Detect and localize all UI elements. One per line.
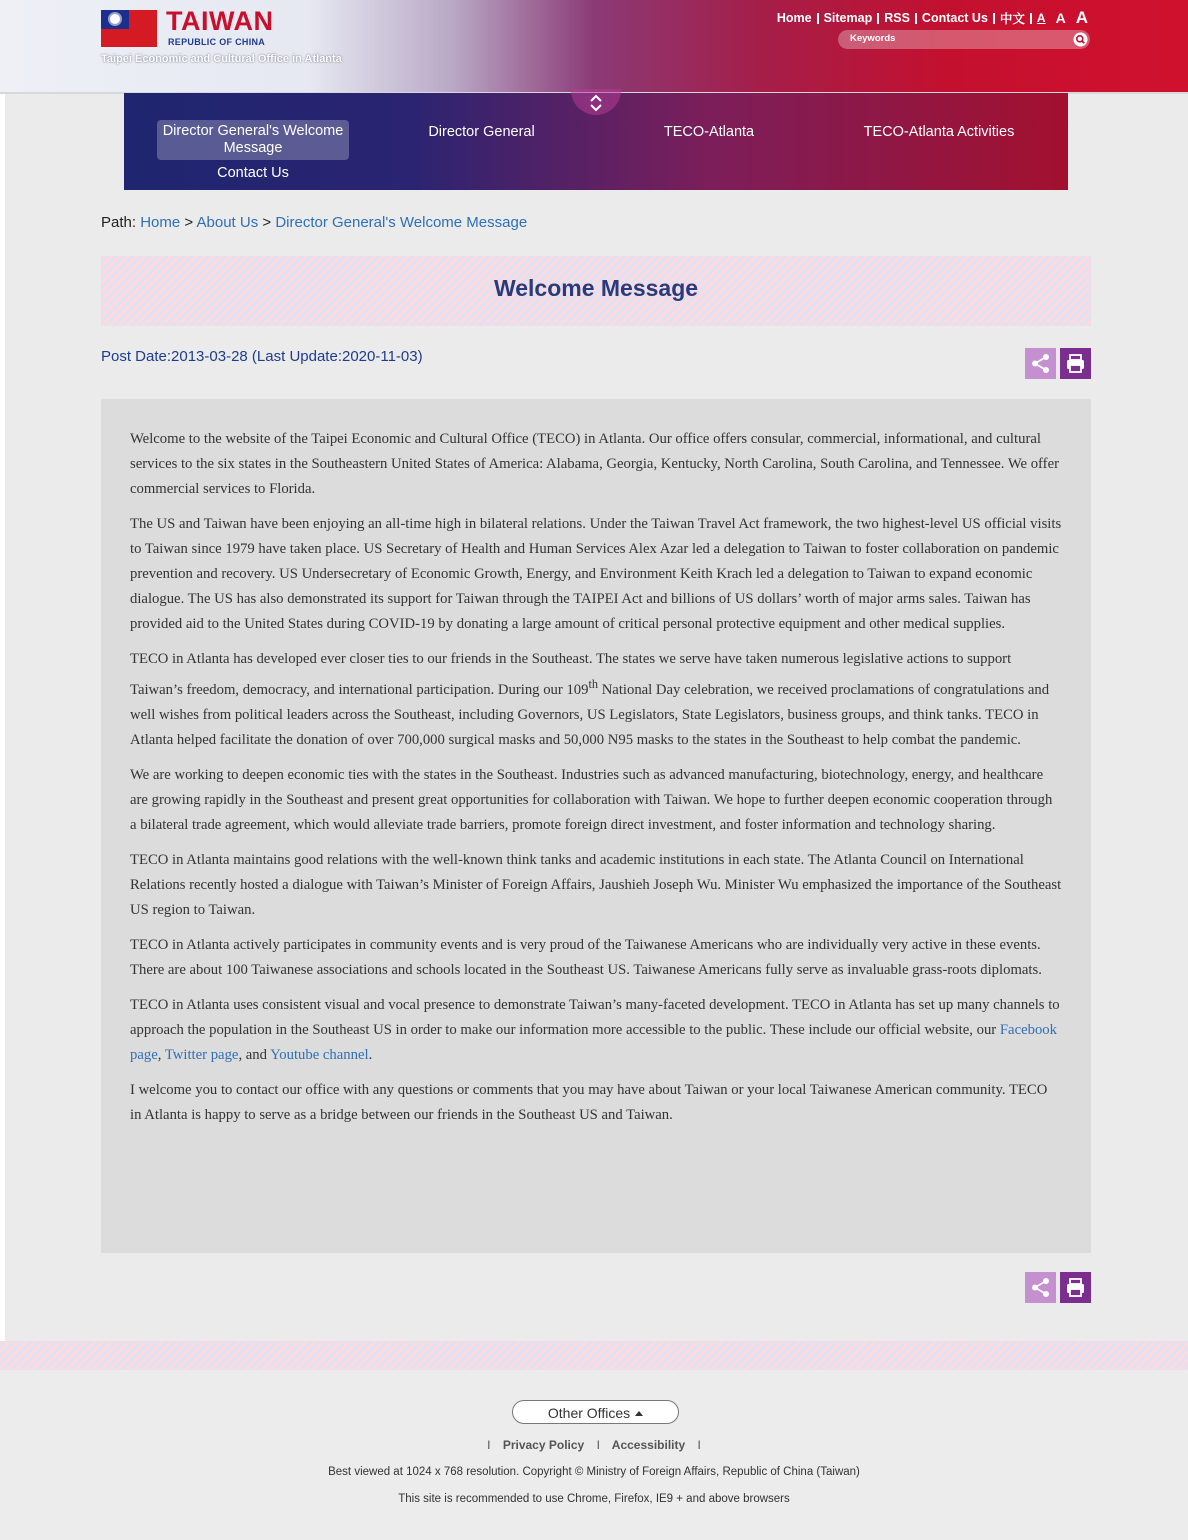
paragraph-text: TECO in Atlanta uses consistent visual and vocal presence to demonstrate Taiwan’s many-faceted development. TECO in Atlanta has set up many channels to approach the population in the Southeast US in order to make our information more accessible to the public. These include our official website, our — [130, 996, 1060, 1038]
search-icon[interactable] — [1073, 32, 1088, 47]
top-link-home[interactable]: Home — [776, 11, 812, 25]
flag-sun — [110, 14, 120, 24]
share-button[interactable] — [1025, 348, 1056, 379]
paragraph-text: National Day celebration, we received proclamations of congratulations and well wishes from political leaders across the Southeast, including Governors, US Legislators, State Legislators, business groups, and think tanks. TECO in Atlanta helped facilitate the donation of over 700,000 surgical masks and 50,000 N95 masks to the states in the Southeast to help combat the pandemic. — [130, 681, 1050, 748]
article-paragraph: I welcome you to contact our office with any questions or comments that you may have about Taiwan or your local Taiwanese American community. TECO in Atlanta is happy to serve as a bridge between our friends in the Southeast US and Taiwan. — [130, 1081, 1048, 1123]
nav-toggle-button[interactable] — [571, 89, 621, 115]
footer-divider — [0, 1341, 1188, 1370]
font-size-small-button[interactable]: A — [1036, 11, 1046, 25]
paragraph-text: . — [368, 1046, 373, 1063]
post-date: Post Date:2013-03-28 (Last Update:2020-11-03) — [101, 348, 423, 365]
paragraph-text: , — [157, 1046, 165, 1063]
twitter-link[interactable]: Twitter page — [164, 1046, 239, 1063]
facebook-link[interactable]: Facebook page — [130, 1021, 1057, 1063]
paragraph-text: , and — [238, 1046, 271, 1063]
article-paragraph: TECO in Atlanta actively participates in community events and is very proud of the Taiwanese Americans who are individually very active in these events. There are about 100 Taiwanese associations and schools located in the Southeast US. Taiwanese Americans fully serve as invaluable grass-roots diplomats. — [130, 936, 1042, 978]
article-paragraph: The US and Taiwan have been enjoying an all-time high in bilateral relations. Under the Taiwan Travel Act framework, the two highest-level US official visits to Taiwan since 1979 have taken place. US Secretary of Health and Human Services Alex Azar led a delegation to Taiwan to foster collaboration on pandemic prevention and recovery. US Undersecretary of Economic Growth, Energy, and Environment Keith Krach led a delegation to Taiwan to expand economic dialogue. The US has also demonstrated its support for Taiwan through the TAIPEI Act and billions of US dollars’ worth of major arms sales. Taiwan has provided aid to the United States during COVID-19 by donating a large amount of critical personal protective equipment and other medical supplies. — [130, 516, 1062, 632]
nav-item-teco-atlanta[interactable]: TECO-Atlanta — [663, 124, 755, 140]
paragraph-text: TECO in Atlanta has developed ever closer ties to our friends in the Southeast. The states we serve have taken numerous legislative actions to support Taiwan’s freedom, democracy, and international participation. During our 109 — [130, 651, 1012, 698]
top-link-contact[interactable]: Contact Us — [921, 11, 988, 25]
accessibility-link[interactable]: Accessibility — [611, 1438, 686, 1452]
font-size-medium-button[interactable]: A — [1055, 10, 1066, 26]
print-button-bottom[interactable] — [1060, 1272, 1091, 1303]
footer-separator: I — [596, 1438, 600, 1452]
youtube-link[interactable]: Youtube channel — [270, 1046, 369, 1063]
other-offices-label: Other Offices — [547, 1405, 631, 1421]
breadcrumb-home[interactable]: Home — [140, 214, 181, 231]
breadcrumb-current[interactable]: Director General's Welcome Message — [275, 214, 528, 231]
print-icon — [1060, 348, 1091, 379]
article-paragraph: We are working to deepen economic ties with the states in the Southeast. Industries such as advanced manufacturing, biotechnology, energy, and healthcare are growing rapidly in the Southeast and present great opportunities for collaboration with Taiwan. We hope to further deepen economic cooperation through a bilateral trade agreement, which would alleviate trade barriers, promote foreign direct investment, and foster information and technology sharing. — [130, 766, 1053, 833]
top-link-separator — [817, 13, 819, 24]
breadcrumb-about-us[interactable]: About Us — [196, 214, 259, 231]
nav-item-teco-activities[interactable]: TECO-Atlanta Activities — [863, 124, 1015, 140]
flag-canton — [101, 10, 129, 29]
breadcrumb — [101, 214, 527, 231]
article-paragraph: Welcome to the website of the Taipei Economic and Cultural Office (TECO) in Atlanta. Our office offers consular, commercial, informational, and cultural services to the six states in the Southeastern United States of America: Alabama, Georgia, Kentucky, North Carolina, South Carolina, and Tennessee. We offer commercial services to Florida. — [130, 431, 1059, 497]
brand-name[interactable]: TAIWAN — [166, 6, 274, 36]
top-link-chinese[interactable]: 中文 — [999, 12, 1025, 26]
site-footer — [0, 1370, 1188, 1540]
top-link-separator — [877, 13, 879, 24]
browser-recommendation: This site is recommended to use Chrome, Firefox, IE9 + and above browsers — [398, 1493, 790, 1505]
office-name: Taipei Economic and Cultural Office in Atlanta — [101, 53, 342, 65]
copyright-text: Best viewed at 1024 x 768 resolution. Copyright © Ministry of Foreign Affairs, Republic of China (Taiwan) — [328, 1466, 860, 1478]
breadcrumb-label: Path: — [101, 214, 137, 231]
privacy-policy-link[interactable]: Privacy Policy — [502, 1438, 585, 1452]
top-link-separator — [1030, 13, 1032, 24]
share-button-bottom[interactable] — [1025, 1272, 1056, 1303]
footer-separator: I — [487, 1438, 491, 1452]
article-text — [130, 427, 1062, 1138]
share-icon — [1025, 1272, 1056, 1303]
caret-up-icon — [635, 1411, 643, 1416]
chevron-up-down-icon — [588, 94, 604, 112]
top-link-sitemap[interactable]: Sitemap — [823, 11, 873, 25]
taiwan-flag-icon[interactable] — [101, 10, 157, 47]
article-paragraph — [130, 647, 1062, 753]
print-button[interactable] — [1060, 348, 1091, 379]
print-icon — [1060, 1272, 1091, 1303]
site-header — [0, 0, 1188, 94]
other-offices-button[interactable] — [512, 1400, 679, 1424]
top-link-rss[interactable]: RSS — [884, 11, 910, 25]
search-input[interactable] — [838, 30, 1090, 49]
nav-subitem-contact-us[interactable]: Contact Us — [217, 165, 289, 181]
search-placeholder: Keywords — [850, 33, 896, 44]
nav-item-director-general[interactable]: Director General — [428, 124, 535, 140]
top-link-separator — [993, 13, 995, 24]
title-banner — [101, 256, 1091, 326]
ordinal-suffix: th — [588, 677, 599, 691]
main-nav — [124, 93, 1068, 190]
brand-subtitle: REPUBLIC OF CHINA — [168, 37, 266, 47]
share-icon — [1025, 348, 1056, 379]
article-paragraph: TECO in Atlanta maintains good relations with the well-known think tanks and academic institutions in each state. The Atlanta Council on International Relations recently hosted a dialogue with Taiwan’s Minister of Foreign Affairs, Jaushieh Joseph Wu. Minister Wu emphasized the importance of the Southeast US region to Taiwan. — [130, 851, 1062, 918]
top-links — [777, 8, 1088, 28]
breadcrumb-separator: > — [262, 214, 272, 231]
footer-links — [0, 1438, 1188, 1452]
footer-separator: I — [697, 1438, 701, 1452]
article-body — [101, 399, 1091, 1253]
top-link-separator — [915, 13, 917, 24]
article-paragraph — [130, 993, 1062, 1068]
nav-item-welcome-message[interactable]: Director General's Welcome Message — [157, 120, 349, 160]
page-title: Welcome Message — [493, 275, 699, 301]
page-edge — [0, 0, 5, 1341]
breadcrumb-separator: > — [184, 214, 194, 231]
font-size-large-button[interactable]: A — [1075, 8, 1088, 27]
